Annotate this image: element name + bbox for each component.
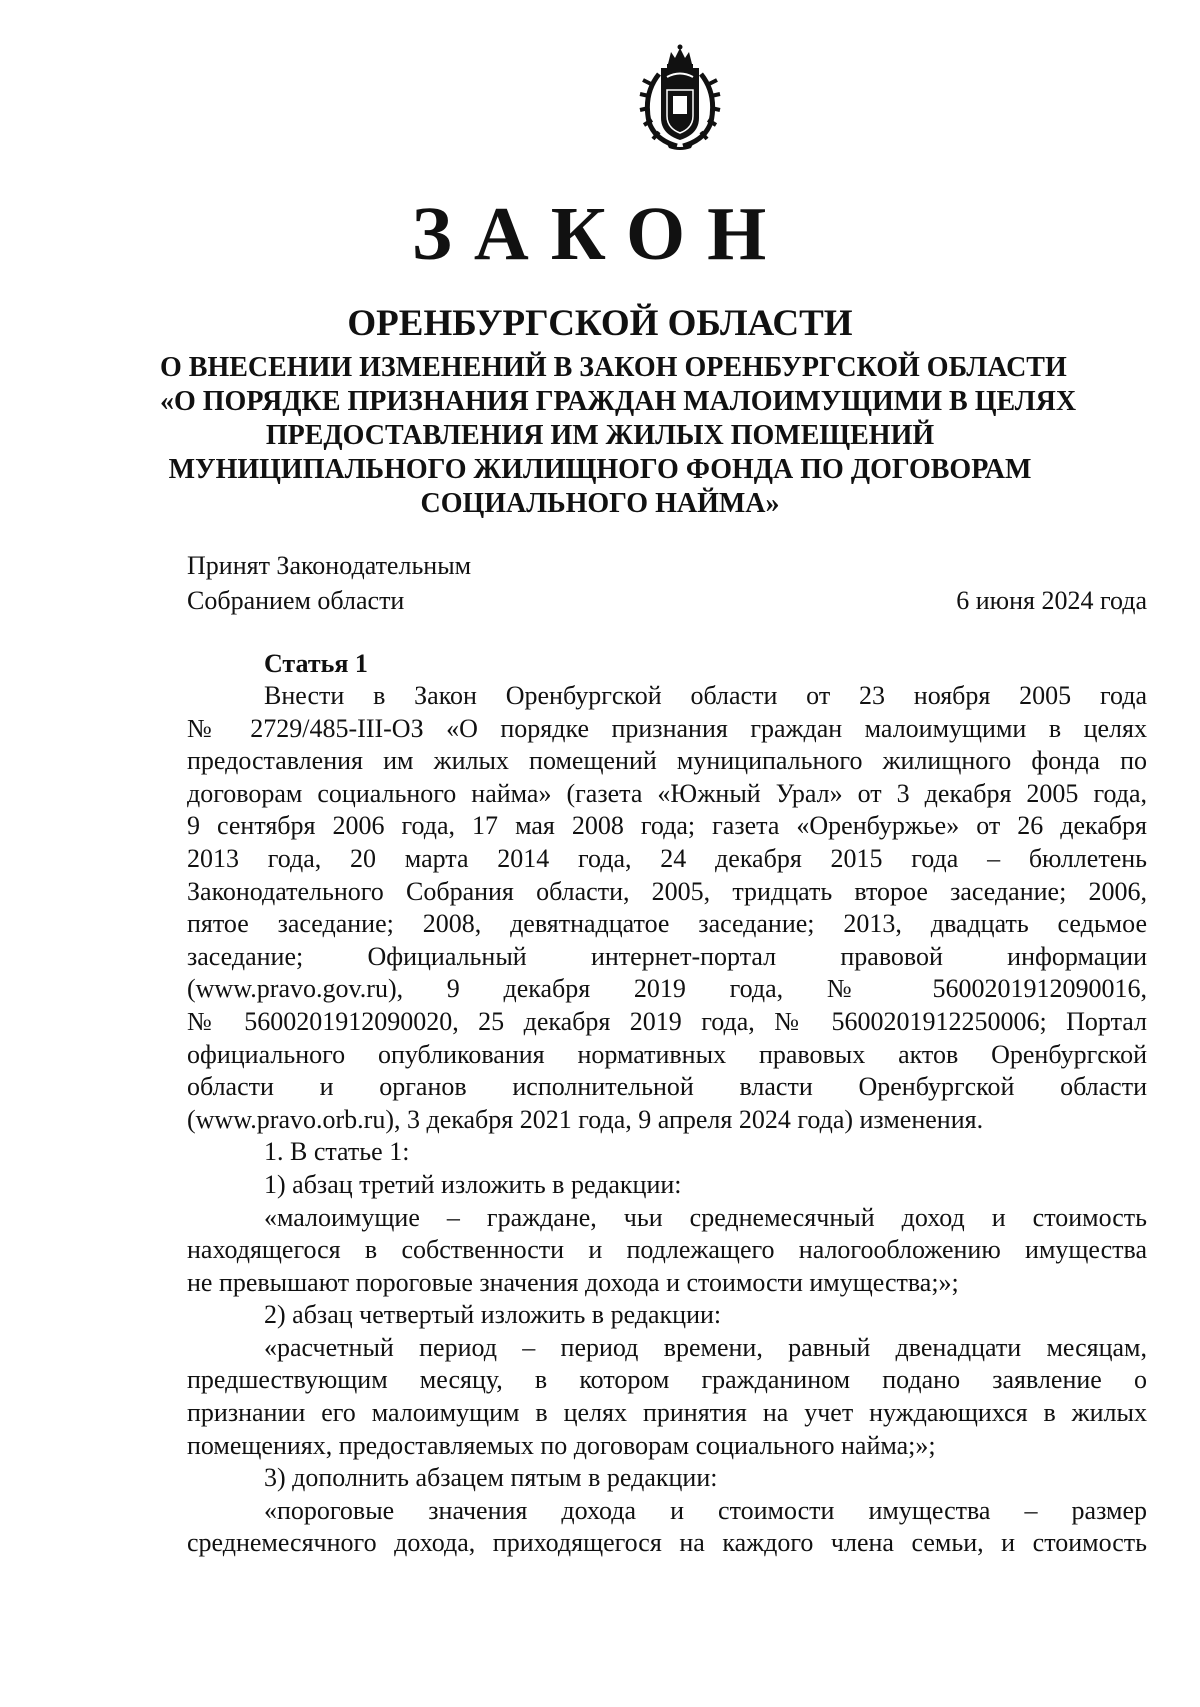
adoption-line-1: Принят Законодательным (187, 551, 472, 580)
adoption-body: Собранием области (187, 586, 405, 615)
adoption-block (187, 548, 1147, 618)
body-line: области и органов исполнительной власти Оренбургской области (187, 1072, 1147, 1102)
body-line: № 2729/485-III-ОЗ «О порядке признания граждан малоимущими в целях (187, 713, 1147, 743)
body-line: договорам социального найма» (газета «Южный Урал» от 3 декабря 2005 года, (187, 778, 1147, 808)
article-title: Статья 1 (264, 649, 368, 678)
body-line: официального опубликования нормативных правовых актов Оренбургской (187, 1039, 1147, 1069)
subject-line: «О ПОРЯДКЕ ПРИЗНАНИЯ ГРАЖДАН МАЛОИМУЩИМИ В ЦЕЛЯХ (160, 386, 1077, 417)
body-line: «расчетный период – период времени, равный двенадцати месяцам, (264, 1332, 1147, 1362)
body-line: предшествующим месяцу, в котором гражданином подано заявление о (187, 1365, 1147, 1395)
body-line: признании его малоимущим в целях принятия на учет нуждающихся в жилых (187, 1398, 1147, 1428)
subject-line: МУНИЦИПАЛЬНОГО ЖИЛИЩНОГО ФОНДА ПО ДОГОВОРАМ (168, 454, 1032, 485)
body-line: среднемесячного дохода, приходящегося на каждого члена семьи, и стоимость (187, 1528, 1147, 1558)
body-line: (www.pravo.orb.ru), 3 декабря 2021 года, 9 апреля 2024 года) изменения. (187, 1104, 984, 1134)
body-line: предоставления им жилых помещений муниципального жилищного фонда по (187, 746, 1147, 776)
coat-of-arms-icon (637, 44, 723, 150)
subitem-1-title: 1) абзац третий изложить в редакции: (264, 1169, 682, 1199)
body-line: 2013 года, 20 марта 2014 года, 24 декабря 2015 года – бюллетень (187, 843, 1147, 873)
body-line: заседание; Официальный интернет-портал правовой информации (187, 941, 1147, 971)
subject-line: СОЦИАЛЬНОГО НАЙМА» (420, 488, 780, 519)
body-line: № 5600201912090020, 25 декабря 2019 года, № 5600201912250006; Портал (187, 1006, 1147, 1036)
body-line: «малоимущие – граждане, чьи среднемесячный доход и стоимость (264, 1202, 1147, 1232)
body-line: 9 сентября 2006 года, 17 мая 2008 года; газета «Оренбуржье» от 26 декабря (187, 811, 1147, 841)
law-subject (160, 351, 1077, 521)
body-line: не превышают пороговые значения дохода и стоимости имущества;»; (187, 1267, 959, 1297)
law-title: ЗАКОН (411, 192, 789, 276)
body-line: пятое заседание; 2008, девятнадцатое заседание; 2013, двадцать седьмое (187, 909, 1147, 939)
body-line: Внести в Закон Оренбургской области от 23 ноября 2005 года (264, 681, 1147, 710)
body-line: Законодательного Собрания области, 2005, тридцать второе заседание; 2006, (187, 876, 1147, 906)
subject-line: О ВНЕСЕНИИ ИЗМЕНЕНИЙ В ЗАКОН ОРЕНБУРГСКОЙ ОБЛАСТИ (160, 352, 1067, 383)
subitem-3-title: 3) дополнить абзацем пятым в редакции: (264, 1463, 718, 1493)
item-1: 1. В статье 1: (264, 1137, 410, 1167)
adoption-date: 6 июня 2024 года (956, 586, 1147, 615)
region-title: ОРЕНБУРГСКОЙ ОБЛАСТИ (347, 303, 853, 344)
body-line: (www.pravo.gov.ru), 9 декабря 2019 года, № 5600201912090016, (187, 974, 1147, 1004)
body-line: помещениях, предоставляемых по договорам социального найма;»; (187, 1430, 936, 1460)
body-line: «пороговые значения дохода и стоимости имущества – размер (264, 1495, 1147, 1525)
article-body (187, 680, 1147, 1560)
subject-line: ПРЕДОСТАВЛЕНИЯ ИМ ЖИЛЫХ ПОМЕЩЕНИЙ (265, 420, 935, 451)
subitem-2-title: 2) абзац четвертый изложить в редакции: (264, 1300, 722, 1330)
body-line: находящегося в собственности и подлежащего налогообложению имущества (187, 1235, 1147, 1265)
adoption-line-2 (187, 583, 1147, 618)
